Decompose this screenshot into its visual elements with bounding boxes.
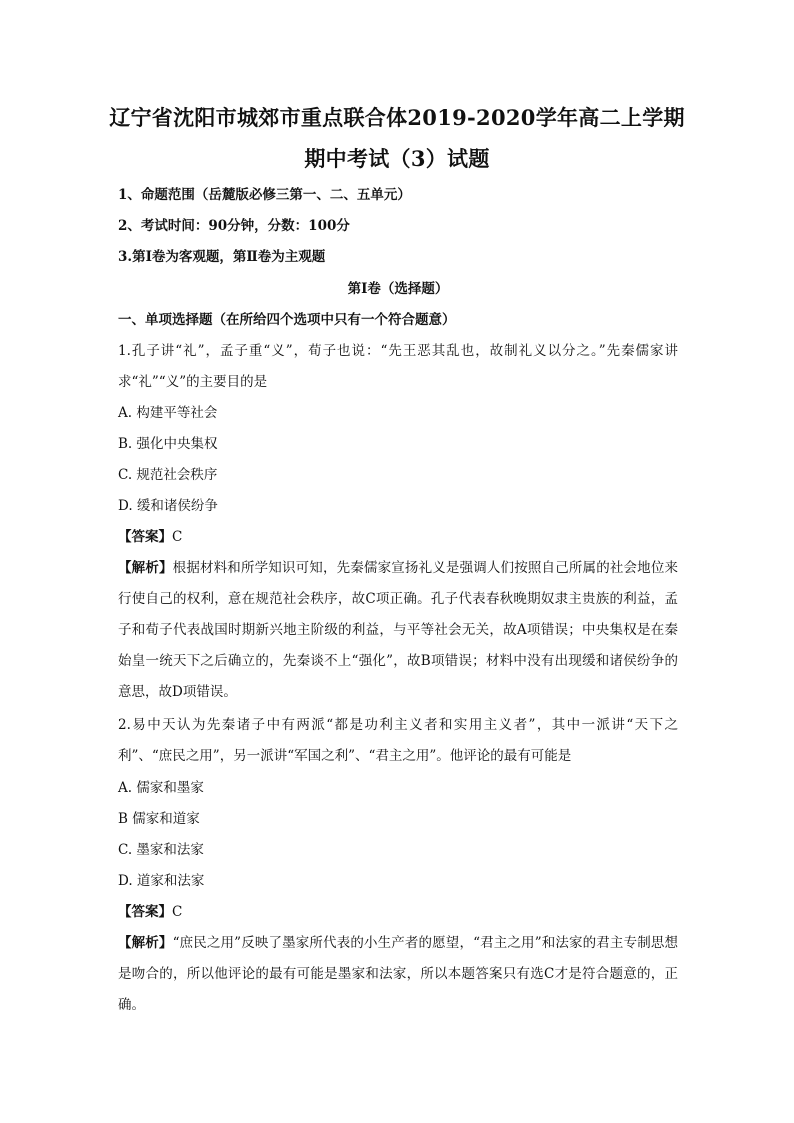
q1-answer <box>118 527 678 547</box>
exam-title: 辽宁省沈阳市城郊市重点联合体2019-2020学年高二上学期 <box>109 105 685 130</box>
q2-analysis <box>118 928 678 1021</box>
q2-option-b: B 儒家和道家 <box>118 811 200 827</box>
q1-option-c: C. 规范社会秩序 <box>118 467 218 483</box>
part1-heading: 第Ⅰ卷（选择题） <box>347 281 449 297</box>
q1-answer-label: 【答案】 <box>118 529 172 545</box>
q2-answer-label: 【答案】 <box>118 904 172 920</box>
exam-subtitle: 期中考试（3）试题 <box>304 146 490 171</box>
note-scope: 1、命题范围（岳麓版必修三第一、二、五单元） <box>118 187 411 203</box>
q1-answer-value: C <box>172 529 183 545</box>
q1-stem: 1.孔子讲“礼”，孟子重“义”，荀子也说：“先王恶其乱也，故制礼义以分之。”先秦儒家讲求“礼”“义”的主要目的是 <box>118 343 678 390</box>
q2-stem: 2.易中天认为先秦诸子中有两派“都是功利主义者和实用主义者”，其中一派讲“天下之利”、“庶民之用”，另一派讲“军国之利”、“君主之用”。他评论的最有可能是 <box>118 717 678 764</box>
q2-option-a: A. 儒家和墨家 <box>118 780 204 796</box>
q2-analysis-text: “庶民之用”反映了墨家所代表的小生产者的愿望，“君主之用”和法家的君主专制思想是吻合的，所以他评论的最有可能是墨家和法家，所以本题答案只有选C才是符合题意的，正确。 <box>118 935 678 1013</box>
q1-analysis-label: 【解析】 <box>118 560 173 576</box>
q2-analysis-label: 【解析】 <box>118 935 173 951</box>
q1-analysis-text: 根据材料和所学知识可知，先秦儒家宣扬礼义是强调人们按照自己所属的社会地位来行使自己的权利，意在规范社会秩序，故C项正确。孔子代表春秋晚期奴隶主贵族的利益，孟子和荀子代表战国时期新兴地主阶级的利益，与平等社会无关，故A项错误；中央集权是在秦始皇一统天下之后确立的，先秦谈不上“强化”，故B项错误；材料中没有出现缓和诸侯纷争的意思，故D项错误。 <box>118 560 679 700</box>
q2-answer-value: C <box>172 904 183 920</box>
q1-option-a: A. 构建平等社会 <box>118 405 218 421</box>
q2-option-d: D. 道家和法家 <box>118 873 205 889</box>
section-heading: 一、单项选择题（在所给四个选项中只有一个符合题意） <box>118 312 456 328</box>
q1-analysis <box>118 553 678 708</box>
note-parts: 3.第Ⅰ卷为客观题，第Ⅱ卷为主观题 <box>118 249 326 265</box>
q1-option-b: B. 强化中央集权 <box>118 436 218 452</box>
q1-option-d: D. 缓和诸侯纷争 <box>118 498 218 514</box>
note-time: 2、考试时间：90分钟，分数：100分 <box>118 218 350 234</box>
q2-answer <box>118 902 678 922</box>
q2-option-c: C. 墨家和法家 <box>118 842 204 858</box>
